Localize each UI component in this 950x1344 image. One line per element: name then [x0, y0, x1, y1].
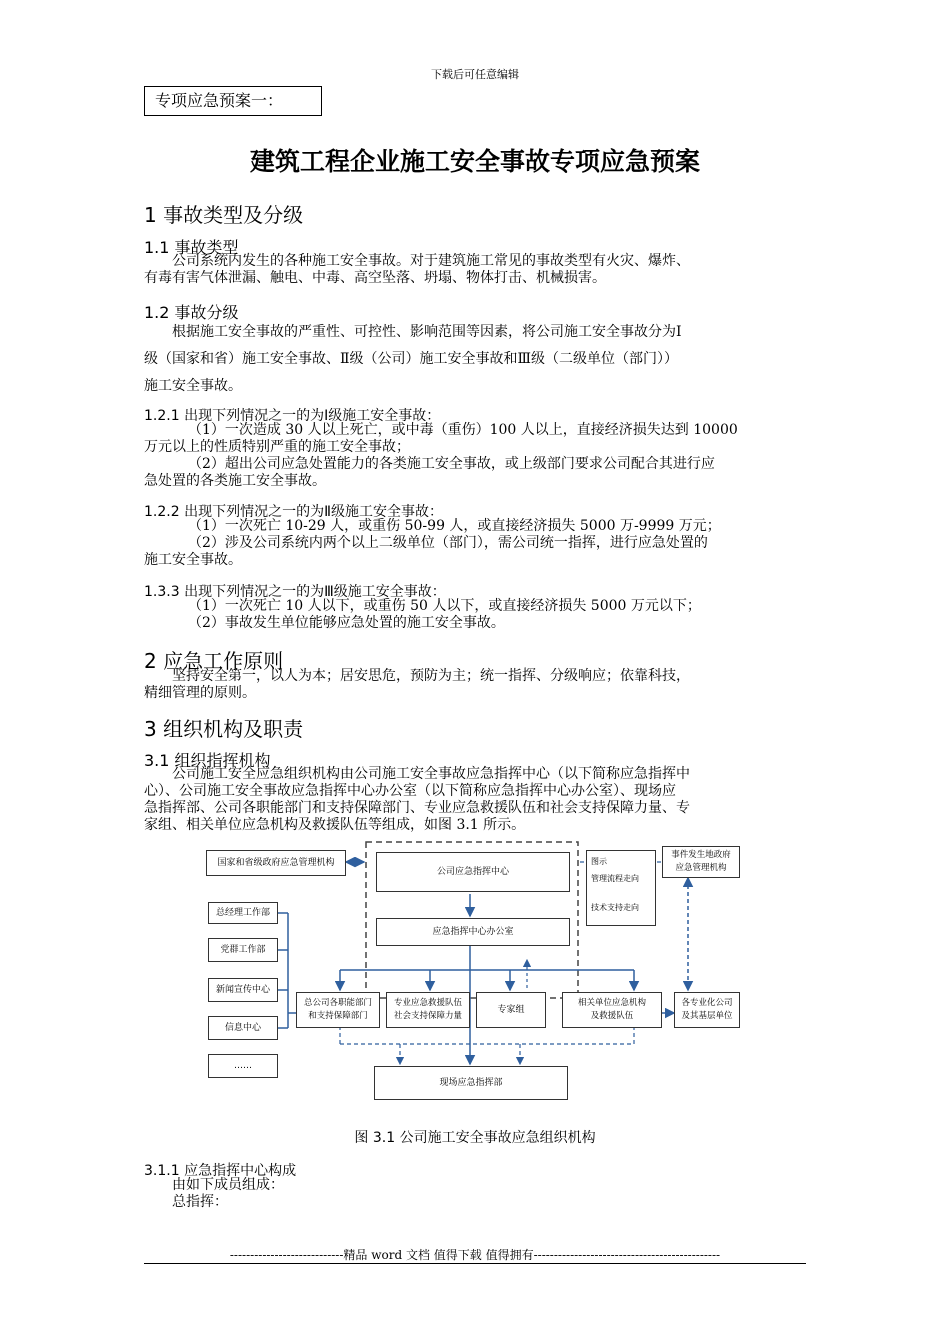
header-note: 下载后可任意编辑	[431, 68, 519, 81]
section-1-2-heading: 1.2 事故分级	[144, 303, 239, 322]
section-3-1-1-text	[144, 1177, 808, 1211]
site-command-box: 现场应急指挥部	[374, 1066, 568, 1100]
etc-box: ……	[208, 1054, 278, 1078]
related-line2: 及救援队伍	[590, 1011, 634, 1021]
sub-line1: 各专业化公司	[681, 998, 733, 1008]
figure-caption: 图 3.1 公司施工安全事故应急组织机构	[354, 1130, 596, 1146]
section-1-2-2-text	[144, 518, 808, 569]
s121-a1: （1）一次造成 30 人以上死亡，或中毒（重伤）100 人以上，直接经济损失达到 10000	[188, 422, 738, 438]
s2-line2: 精细管理的原则。	[144, 685, 256, 701]
news-center-box: 新闻宣传中心	[208, 978, 278, 1002]
s311-line2: 总指挥：	[172, 1194, 228, 1210]
s133-b1: （2）事故发生单位能够应急处置的施工安全事故。	[188, 615, 505, 631]
related-unit-box	[562, 992, 662, 1028]
section-1-1-heading: 1.1 事故类型	[144, 238, 239, 257]
s11-line2: 有毒有害气体泄漏、触电、中毒、高空坠落、坍塌、物体打击、机械损害。	[144, 270, 606, 286]
section-1-2-1-heading: 1.2.1 出现下列情况之一的为Ⅰ级施工安全事故：	[144, 408, 441, 424]
expert-group-box: 专家组	[476, 992, 546, 1028]
org-chart-diagram	[200, 838, 760, 1108]
section-2-heading: 2 应急工作原则	[144, 649, 284, 673]
command-center-box: 公司应急指挥中心	[376, 852, 570, 892]
s311-line1: 由如下成员组成：	[172, 1177, 284, 1193]
local-gov-box	[662, 846, 740, 878]
section-3-1-text	[144, 766, 808, 834]
plan-label-box: 专项应急预案一：	[144, 86, 322, 116]
s121-a2: 万元以上的性质特别严重的施工安全事故；	[144, 439, 410, 455]
s121-b1: （2）超出公司应急处置能力的各类施工安全事故，或上级部门要求公司配合其进行应	[188, 456, 715, 472]
section-3-1-1-heading: 3.1.1 应急指挥中心构成	[144, 1163, 297, 1179]
section-1-3-3-heading: 1.3.3 出现下列情况之一的为Ⅲ级施工安全事故：	[144, 584, 446, 600]
s31-line2: 心）、公司施工安全事故应急指挥中心办公室（以下简称应急指挥中心办公室）、现场应	[144, 783, 676, 799]
footer-note: ----------------------------精品 word 文档 值得下载 值得拥有----------------------------------------------	[229, 1248, 721, 1262]
section-1-3-3-text	[144, 598, 808, 632]
info-center-box: 信息中心	[208, 1016, 278, 1040]
footer-rule	[144, 1263, 806, 1264]
s31-line1: 公司施工安全应急组织机构由公司施工安全事故应急指挥中心（以下简称应急指挥中	[172, 766, 690, 782]
gm-office-box: 总经理工作部	[208, 902, 278, 924]
rescue-line1: 专业应急救援队伍	[393, 998, 462, 1008]
sub-line2: 及其基层单位	[681, 1011, 733, 1021]
s121-b2: 急处置的各类施工安全事故。	[144, 473, 326, 489]
related-line1: 相关单位应急机构	[577, 998, 646, 1008]
subsidiary-box	[674, 992, 740, 1028]
legend-box	[586, 850, 656, 926]
s11-line1: 公司系统内发生的各种施工安全事故。对于建筑施工常见的事故类型有火灾、爆炸、	[172, 253, 690, 269]
s122-b1: （2）涉及公司系统内两个以上二级单位（部门），需公司统一指挥，进行应急处置的	[188, 535, 708, 551]
section-1-2-text	[144, 319, 808, 400]
s2-line1: 坚持安全第一，以人为本；居安思危，预防为主；统一指挥、分级响应；依靠科技，	[172, 668, 690, 684]
section-1-2-1-text	[144, 422, 808, 490]
s122-a1: （1）一次死亡 10-29 人，或重伤 50-99 人，或直接经济损失 5000 万-9999 万元；	[188, 518, 721, 534]
legend-tech: 技术支持走向	[591, 903, 639, 912]
section-1-2-2-heading: 1.2.2 出现下列情况之一的为Ⅱ级施工安全事故：	[144, 504, 443, 520]
gov-agency-box: 国家和省级政府应急管理机构	[206, 850, 346, 876]
section-3-heading: 3 组织机构及职责	[144, 717, 304, 741]
s133-a1: （1）一次死亡 10 人以下，或重伤 50 人以下，或直接经济损失 5000 万元以下；	[188, 598, 701, 614]
func-line2: 和支持保障部门	[308, 1011, 368, 1021]
rescue-line2: 社会支持保障力量	[393, 1011, 462, 1021]
section-3-1-heading: 3.1 组织指挥机构	[144, 751, 271, 770]
s12-line1: 根据施工安全事故的严重性、可控性、影响范围等因素，将公司施工安全事故分为Ⅰ	[172, 324, 682, 340]
s12-line2: 级（国家和省）施工安全事故、Ⅱ级（公司）施工安全事故和Ⅲ级（二级单位（部门））	[144, 351, 679, 367]
section-1-heading: 1 事故类型及分级	[144, 203, 304, 227]
section-2-text	[144, 668, 808, 702]
s12-line3: 施工安全事故。	[144, 378, 242, 394]
local-gov-line1: 事件发生地政府	[671, 850, 731, 860]
local-gov-line2: 应急管理机构	[675, 863, 727, 873]
document-title: 建筑工程企业施工安全事故专项应急预案	[249, 147, 700, 176]
s122-b2: 施工安全事故。	[144, 552, 242, 568]
func-dept-box	[296, 992, 380, 1028]
party-dept-box: 党群工作部	[208, 938, 278, 962]
s31-line4: 家组、相关单位应急机构及救援队伍等组成，如图 3.1 所示。	[144, 817, 526, 833]
legend-mgmt: 管理流程走向	[591, 874, 639, 883]
section-1-1-text	[144, 253, 808, 287]
legend-title: 图示	[591, 857, 607, 866]
s31-line3: 急指挥部、公司各职能部门和支持保障部门、专业应急救援队伍和社会支持保障力量、专	[144, 800, 690, 816]
func-line1: 总公司各职能部门	[303, 998, 372, 1008]
rescue-team-box	[386, 992, 470, 1028]
command-office-box: 应急指挥中心办公室	[376, 918, 570, 946]
